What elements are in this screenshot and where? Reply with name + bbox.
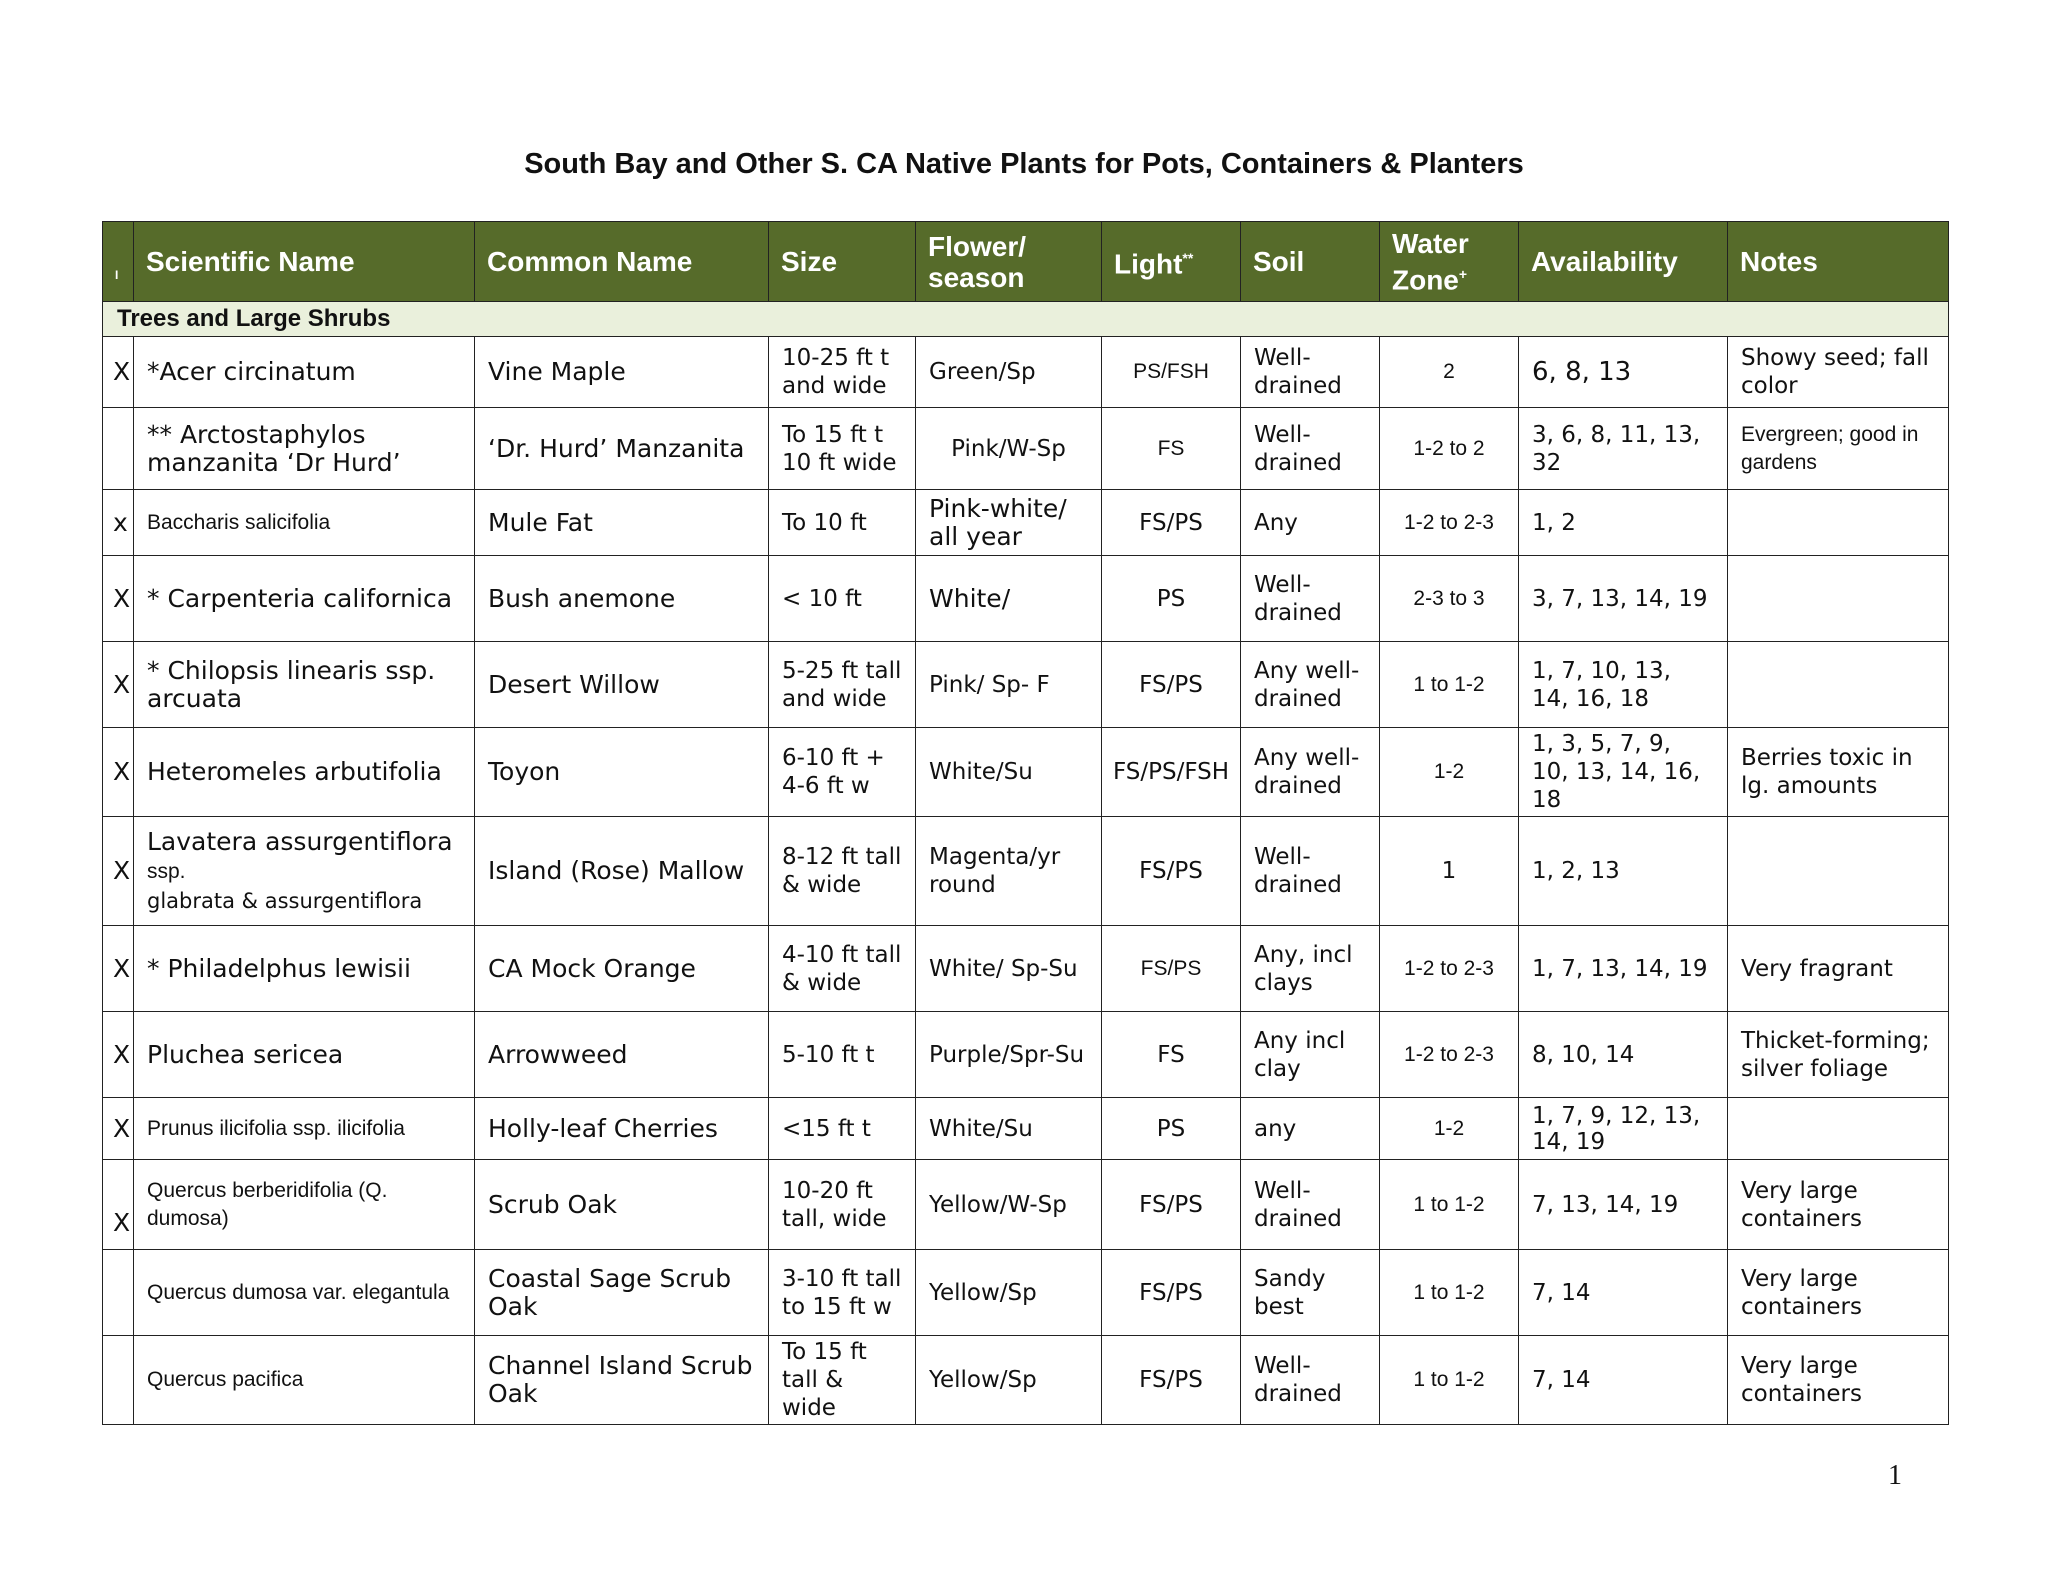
common-name: CA Mock Orange <box>475 926 769 1012</box>
header-water-line2: Zone <box>1392 264 1459 296</box>
header-notes: Notes <box>1728 222 1949 302</box>
light-cell: PS <box>1102 1098 1241 1160</box>
flower-cell: White/Su <box>916 1098 1102 1160</box>
soil-cell: Any incl clay <box>1241 1012 1380 1098</box>
table-row <box>103 1250 1949 1336</box>
soil-cell: Well-drained <box>1241 408 1380 490</box>
notes-cell: Evergreen; good in gardens <box>1728 408 1949 490</box>
common-name: Vine Maple <box>475 337 769 408</box>
water-zone-cell: 1 to 1-2 <box>1380 1250 1519 1336</box>
row-mark <box>103 1336 134 1425</box>
row-mark: X <box>103 817 134 926</box>
light-cell: FS/PS <box>1102 490 1241 556</box>
availability-cell: 3, 7, 13, 14, 19 <box>1519 556 1728 642</box>
common-name: Channel Island Scrub Oak <box>475 1336 769 1425</box>
soil-cell: Sandy best <box>1241 1250 1380 1336</box>
notes-cell: Very fragrant <box>1728 926 1949 1012</box>
water-zone-cell: 1-2 <box>1380 728 1519 817</box>
light-cell: FS/PS <box>1102 1250 1241 1336</box>
size-cell: 4-10 ft tall & wide <box>769 926 916 1012</box>
water-zone-cell: 1 to 1-2 <box>1380 1160 1519 1250</box>
plants-table <box>102 221 1949 1425</box>
header-mark: I <box>103 222 134 302</box>
header-light-sup: ** <box>1182 250 1194 267</box>
water-zone-cell: 1-2 to 2-3 <box>1380 490 1519 556</box>
availability-cell: 6, 8, 13 <box>1519 337 1728 408</box>
scientific-name: ** Arctostaphylos manzanita ‘Dr Hurd’ <box>134 408 475 490</box>
common-name: Coastal Sage Scrub Oak <box>475 1250 769 1336</box>
flower-cell: Yellow/Sp <box>916 1250 1102 1336</box>
scientific-name: Quercus pacifica <box>134 1336 475 1425</box>
common-name: Desert Willow <box>475 642 769 728</box>
header-water-zone <box>1380 222 1519 302</box>
scientific-name-main: Lavatera assurgentiflora <box>147 826 453 856</box>
scientific-name: Baccharis salicifolia <box>134 490 475 556</box>
light-cell: PS/FSH <box>1102 337 1241 408</box>
common-name: Holly-leaf Cherries <box>475 1098 769 1160</box>
common-name: Island (Rose) Mallow <box>475 817 769 926</box>
water-zone-cell: 1-2 to 2 <box>1380 408 1519 490</box>
header-light-label: Light <box>1114 248 1183 280</box>
table-row <box>103 408 1949 490</box>
header-flower-season <box>916 222 1102 302</box>
common-name: ‘Dr. Hurd’ Manzanita <box>475 408 769 490</box>
size-cell: 6-10 ft + 4-6 ft w <box>769 728 916 817</box>
flower-cell: Pink-white/ all year <box>916 490 1102 556</box>
light-cell: FS/PS <box>1102 1336 1241 1425</box>
scientific-name-varieties: glabrata & assurgentiflora <box>147 888 423 913</box>
light-cell: FS/PS <box>1102 642 1241 728</box>
soil-cell: Any well-drained <box>1241 642 1380 728</box>
size-cell: 5-25 ft tall and wide <box>769 642 916 728</box>
size-cell: 8-12 ft tall & wide <box>769 817 916 926</box>
soil-cell: Any well-drained <box>1241 728 1380 817</box>
water-zone-cell: 2-3 to 3 <box>1380 556 1519 642</box>
scientific-name: Pluchea sericea <box>134 1012 475 1098</box>
scientific-name <box>134 817 475 926</box>
notes-cell: Berries toxic in lg. amounts <box>1728 728 1949 817</box>
header-light <box>1102 222 1241 302</box>
header-scientific-name: Scientific Name <box>134 222 475 302</box>
flower-cell: Pink/W-Sp <box>916 408 1102 490</box>
section-row <box>103 302 1949 337</box>
water-zone-cell: 1-2 <box>1380 1098 1519 1160</box>
row-mark: X <box>103 556 134 642</box>
water-zone-cell: 1 to 1-2 <box>1380 642 1519 728</box>
row-mark: X <box>103 728 134 817</box>
header-water-sup: + <box>1458 265 1468 282</box>
water-zone-cell: 1-2 to 2-3 <box>1380 926 1519 1012</box>
row-mark <box>103 408 134 490</box>
flower-cell: Magenta/yr round <box>916 817 1102 926</box>
flower-cell: White/ Sp-Su <box>916 926 1102 1012</box>
availability-cell: 1, 2, 13 <box>1519 817 1728 926</box>
notes-cell: Very large containers <box>1728 1336 1949 1425</box>
size-cell: 10-25 ft t and wide <box>769 337 916 408</box>
soil-cell: Any <box>1241 490 1380 556</box>
light-cell: FS/PS <box>1102 1160 1241 1250</box>
scientific-name: *Acer circinatum <box>134 337 475 408</box>
water-zone-cell: 1 to 1-2 <box>1380 1336 1519 1425</box>
common-name: Mule Fat <box>475 490 769 556</box>
scientific-name: Quercus dumosa var. elegantula <box>134 1250 475 1336</box>
table-row <box>103 1012 1949 1098</box>
common-name: Arrowweed <box>475 1012 769 1098</box>
notes-cell: Thicket-forming; silver foliage <box>1728 1012 1949 1098</box>
scientific-name: Heteromeles arbutifolia <box>134 728 475 817</box>
availability-cell: 7, 14 <box>1519 1336 1728 1425</box>
table-row <box>103 642 1949 728</box>
size-cell: 3-10 ft tall to 15 ft w <box>769 1250 916 1336</box>
table-row <box>103 817 1949 926</box>
notes-cell <box>1728 642 1949 728</box>
notes-cell <box>1728 1098 1949 1160</box>
flower-cell: Green/Sp <box>916 337 1102 408</box>
row-mark: X <box>103 926 134 1012</box>
availability-cell: 1, 2 <box>1519 490 1728 556</box>
header-flower-line1: Flower/ <box>928 230 1027 262</box>
row-mark: X <box>103 1012 134 1098</box>
table-row <box>103 1336 1949 1425</box>
row-mark: x <box>103 490 134 556</box>
row-mark: X <box>103 337 134 408</box>
notes-cell: Very large containers <box>1728 1250 1949 1336</box>
soil-cell: any <box>1241 1098 1380 1160</box>
availability-cell: 7, 13, 14, 19 <box>1519 1160 1728 1250</box>
water-zone-cell: 1-2 to 2-3 <box>1380 1012 1519 1098</box>
table-row <box>103 556 1949 642</box>
soil-cell: Well-drained <box>1241 1336 1380 1425</box>
light-cell: PS <box>1102 556 1241 642</box>
header-availability: Availability <box>1519 222 1728 302</box>
scientific-name: * Philadelphus lewisii <box>134 926 475 1012</box>
row-mark: X <box>103 1098 134 1160</box>
soil-cell: Well-drained <box>1241 1160 1380 1250</box>
table-row <box>103 926 1949 1012</box>
scientific-name: Prunus ilicifolia ssp. ilicifolia <box>134 1098 475 1160</box>
size-cell: 5-10 ft t <box>769 1012 916 1098</box>
flower-cell: Purple/Spr-Su <box>916 1012 1102 1098</box>
size-cell: <15 ft t <box>769 1098 916 1160</box>
flower-cell: Yellow/W-Sp <box>916 1160 1102 1250</box>
table-row <box>103 490 1949 556</box>
notes-cell: Showy seed; fall color <box>1728 337 1949 408</box>
notes-cell <box>1728 556 1949 642</box>
light-cell: FS <box>1102 408 1241 490</box>
page-title: South Bay and Other S. CA Native Plants for Pots, Containers & Planters <box>524 148 1524 180</box>
scientific-name-ssp: ssp. <box>147 859 186 883</box>
water-zone-cell: 1 <box>1380 817 1519 926</box>
notes-cell: Very large containers <box>1728 1160 1949 1250</box>
light-cell: FS/PS/FSH <box>1102 728 1241 817</box>
scientific-name: * Carpenteria californica <box>134 556 475 642</box>
size-cell: To 15 ft t 10 ft wide <box>769 408 916 490</box>
size-cell: 10-20 ft tall, wide <box>769 1160 916 1250</box>
water-zone-cell: 2 <box>1380 337 1519 408</box>
light-cell: FS/PS <box>1102 926 1241 1012</box>
soil-cell: Well-drained <box>1241 337 1380 408</box>
availability-cell: 1, 7, 10, 13, 14, 16, 18 <box>1519 642 1728 728</box>
availability-cell: 3, 6, 8, 11, 13, 32 <box>1519 408 1728 490</box>
scientific-name: Quercus berberidifolia (Q. dumosa) <box>134 1160 475 1250</box>
notes-cell <box>1728 817 1949 926</box>
section-label: Trees and Large Shrubs <box>103 302 1949 337</box>
flower-cell: White/Su <box>916 728 1102 817</box>
header-common-name: Common Name <box>475 222 769 302</box>
light-cell: FS/PS <box>1102 817 1241 926</box>
table-row <box>103 728 1949 817</box>
availability-cell: 7, 14 <box>1519 1250 1728 1336</box>
common-name: Toyon <box>475 728 769 817</box>
row-mark: X <box>103 642 134 728</box>
light-cell: FS <box>1102 1012 1241 1098</box>
table-row <box>103 1160 1949 1250</box>
scientific-name: * Chilopsis linearis ssp. arcuata <box>134 642 475 728</box>
availability-cell: 1, 7, 13, 14, 19 <box>1519 926 1728 1012</box>
header-water-line1: Water <box>1392 227 1469 259</box>
soil-cell: Well-drained <box>1241 817 1380 926</box>
availability-cell: 1, 3, 5, 7, 9, 10, 13, 14, 16, 18 <box>1519 728 1728 817</box>
notes-cell <box>1728 490 1949 556</box>
flower-cell: Yellow/Sp <box>916 1336 1102 1425</box>
size-cell: To 15 ft tall & wide <box>769 1336 916 1425</box>
table-row <box>103 337 1949 408</box>
header-size: Size <box>769 222 916 302</box>
availability-cell: 1, 7, 9, 12, 13, 14, 19 <box>1519 1098 1728 1160</box>
header-row <box>103 222 1949 302</box>
row-mark <box>103 1250 134 1336</box>
header-soil: Soil <box>1241 222 1380 302</box>
page-number: 1 <box>1888 1460 1902 1491</box>
flower-cell: White/ <box>916 556 1102 642</box>
availability-cell: 8, 10, 14 <box>1519 1012 1728 1098</box>
soil-cell: Any, incl clays <box>1241 926 1380 1012</box>
flower-cell: Pink/ Sp- F <box>916 642 1102 728</box>
size-cell: < 10 ft <box>769 556 916 642</box>
common-name: Bush anemone <box>475 556 769 642</box>
soil-cell: Well-drained <box>1241 556 1380 642</box>
header-flower-line2: season <box>928 261 1025 293</box>
size-cell: To 10 ft <box>769 490 916 556</box>
table-row <box>103 1098 1949 1160</box>
row-mark: X <box>103 1160 134 1250</box>
common-name: Scrub Oak <box>475 1160 769 1250</box>
